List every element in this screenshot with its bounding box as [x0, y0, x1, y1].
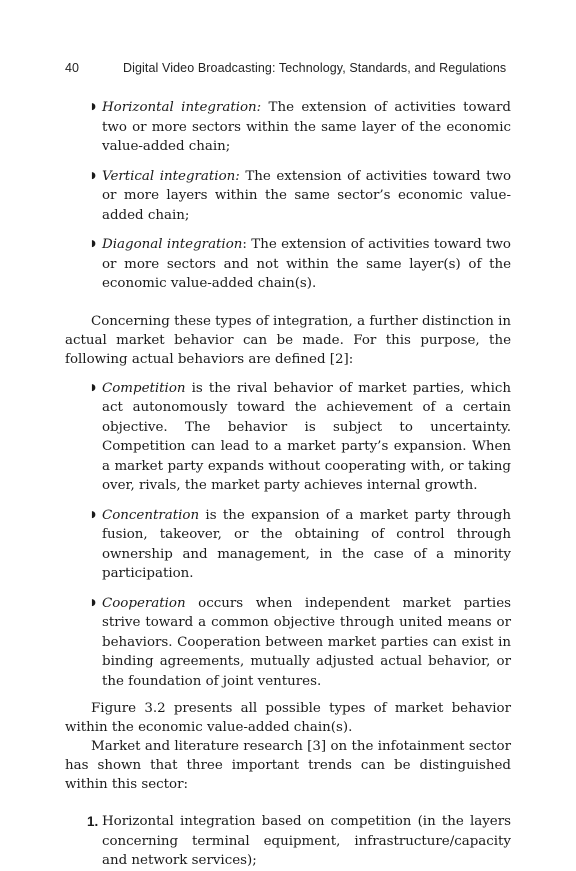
definition: The extension of activities toward two or more sectors within the same layer of the economic value-added chain; [102, 100, 512, 154]
list-item [65, 812, 511, 871]
definition: is the rival behavior of market parties, which act autonomously toward the achievement of a certain objective. The behavior is subject to uncertainty. Competition can lead to a market party’s expansion. When a market party expands without cooperating with, or taking over, rivals, the market party achieves internal growth. [102, 380, 511, 493]
item-number: 1. [87, 814, 99, 829]
bullet-icon: ◗ [91, 597, 96, 608]
list-item [65, 594, 511, 692]
list-item [65, 235, 511, 294]
term: Diagonal integration [102, 237, 243, 252]
page-body [65, 98, 511, 871]
term: Concentration [102, 507, 200, 523]
list-item [65, 379, 511, 496]
bullet-icon: ◗ [91, 239, 96, 249]
term: Horizontal integration: [102, 100, 262, 115]
definition: occurs when independent market parties strive toward a common objective through united means or behaviors. Cooperation between market parties can exist in binding agreements, mutually adjusted actual behavior, or the foundation of joint ventures. [102, 595, 511, 689]
running-title: Digital Video Broadcasting: Technology, Standards, and Regulations [123, 61, 507, 75]
definition: The extension of activities toward two or more layers within the same sector’s economic value-added chain; [102, 168, 511, 223]
trend-list [65, 812, 511, 871]
page-number: 40 [65, 61, 79, 75]
integration-list [65, 98, 511, 294]
item-text: Horizontal integration based on competition (in the layers concerning terminal equipment, infrastructure/capacity and network services); [102, 814, 511, 868]
paragraph-figure: Figure 3.2 presents all possible types of market behavior within the economic value-added chain(s). [65, 701, 511, 735]
bullet-icon: ◗ [91, 382, 96, 393]
definition: is the expansion of a market party through fusion, takeover, or the obtaining of control through ownership and management, in the case of a minority participation. [102, 507, 511, 581]
list-item [65, 167, 511, 226]
paragraph-market: Market and literature research [3] on the infotainment sector has shown that three important trends can be distinguished within this sector: [65, 739, 511, 792]
term: Competition [102, 380, 186, 396]
term: Cooperation [102, 595, 186, 611]
bullet-icon: ◗ [91, 170, 96, 181]
behavior-list [65, 379, 511, 692]
bullet-icon: ◗ [91, 102, 96, 112]
running-header [65, 61, 511, 79]
paragraph-concerning: Concerning these types of integration, a further distinction in actual market behavior can be made. For this purpose, the following actual behaviors are defined [2]: [65, 313, 511, 367]
definition: : The extension of activities toward two or more sectors and not within the same layer(s) of the economic value-added chain(s). [102, 237, 511, 291]
list-item [65, 98, 511, 157]
bullet-icon: ◗ [91, 509, 96, 520]
term: Vertical integration: [102, 168, 240, 184]
list-item [65, 506, 511, 584]
